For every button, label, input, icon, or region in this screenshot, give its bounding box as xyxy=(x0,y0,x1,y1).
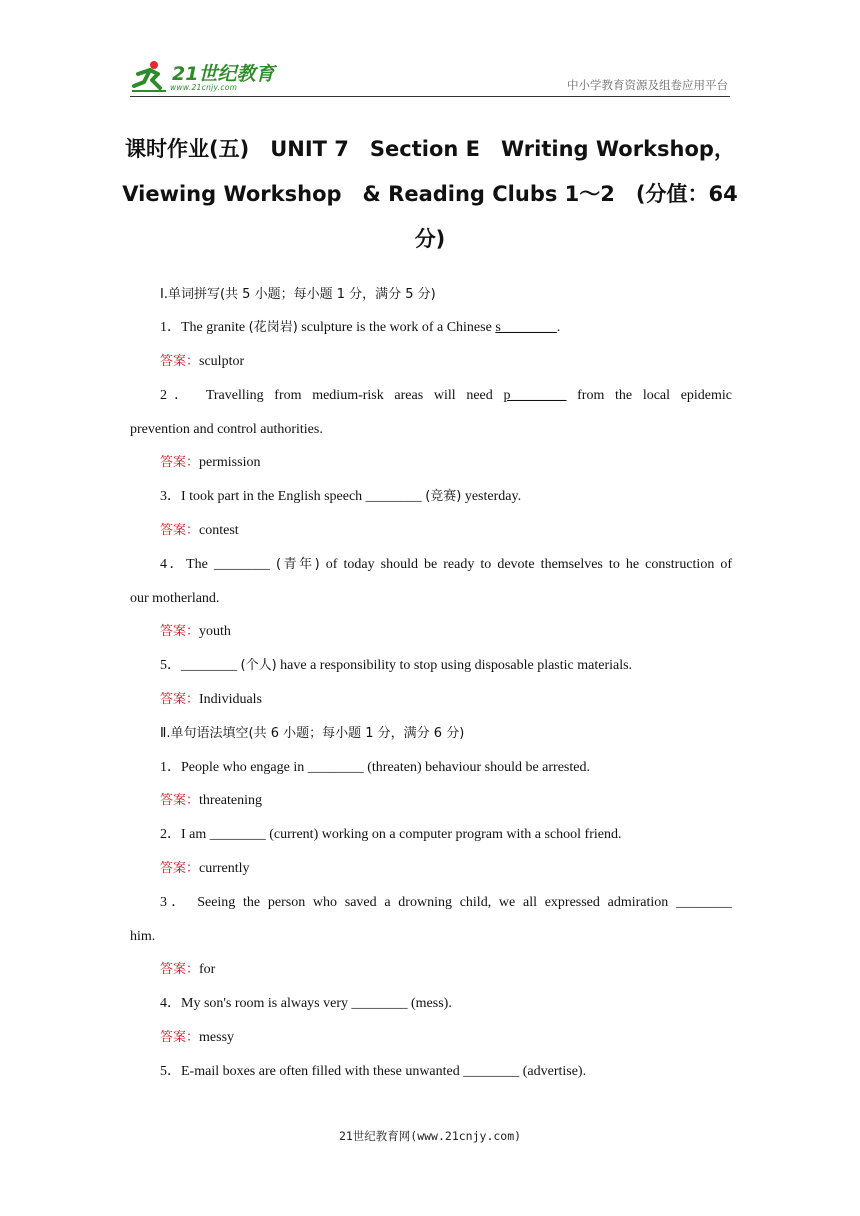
question-1-4-cont: our motherland. xyxy=(130,591,220,606)
question-2-2: 2．I am ________ (current) working on a computer program with a school friend. xyxy=(160,827,622,842)
section-1-heading: Ⅰ.单词拼写(共 5 小题；每小题 1 分，满分 5 分) xyxy=(160,287,436,302)
answer-1-3: 答案：contest xyxy=(160,523,239,538)
logo-url: www.21cnjy.com xyxy=(170,83,238,92)
runner-icon xyxy=(130,60,170,94)
answer-1-1: 答案：sculptor xyxy=(160,354,245,369)
question-1-2: 2． Travelling from medium-risk areas will need p________ from the local epidemic xyxy=(160,388,733,403)
answer-1-5: 答案：Individuals xyxy=(160,692,263,707)
question-1-1: 1．The granite (花岗岩) sculpture is the work of a Chinese s________. xyxy=(160,320,561,335)
question-2-4: 4．My son's room is always very ________ (mess). xyxy=(160,996,452,1011)
section-2-heading: Ⅱ.单句语法填空(共 6 小题；每小题 1 分，满分 6 分) xyxy=(160,726,465,741)
site-logo xyxy=(130,60,290,94)
answer-2-2: 答案：currently xyxy=(160,861,250,876)
question-2-1: 1．People who engage in ________ (threaten) behaviour should be arrested. xyxy=(160,760,590,775)
blank: p________ xyxy=(503,388,567,403)
question-1-4: 4．The ________ (青年) of today should be ready to devote themselves to he construction of xyxy=(160,557,733,572)
page-title-line-2: Viewing Workshop & Reading Clubs 1～2 (分值：64 xyxy=(122,182,738,206)
question-1-3: 3．I took part in the English speech ________ (竞赛) yesterday. xyxy=(160,489,522,504)
answer-2-3: 答案：for xyxy=(160,962,216,977)
page-footer: 21世纪教育网(www.21cnjy.com) xyxy=(338,1129,522,1143)
question-1-5: 5．________ (个人) have a responsibility to stop using disposable plastic materials. xyxy=(160,658,633,673)
answer-1-2: 答案：permission xyxy=(160,455,261,470)
answer-2-4: 答案：messy xyxy=(160,1030,235,1045)
answer-2-1: 答案：threatening xyxy=(160,793,262,808)
question-2-5: 5．E-mail boxes are often filled with these unwanted ________ (advertise). xyxy=(160,1064,587,1079)
page-header xyxy=(130,58,730,97)
page-title-line-3: 分) xyxy=(414,227,446,251)
question-1-2-cont: prevention and control authorities. xyxy=(130,422,323,437)
question-2-3: 3． Seeing the person who saved a drowning child, we all expressed admiration ________ xyxy=(160,895,733,910)
blank: s________ xyxy=(495,320,557,335)
question-2-3-cont: him. xyxy=(130,929,156,944)
answer-1-4: 答案：youth xyxy=(160,624,231,639)
page-title-line-1: 课时作业(五) UNIT 7 Section E Writing Workshop， xyxy=(125,137,735,161)
logo-text: 21世纪教育 xyxy=(172,63,275,85)
header-tagline: 中小学教育资源及组卷应用平台 xyxy=(567,78,728,92)
